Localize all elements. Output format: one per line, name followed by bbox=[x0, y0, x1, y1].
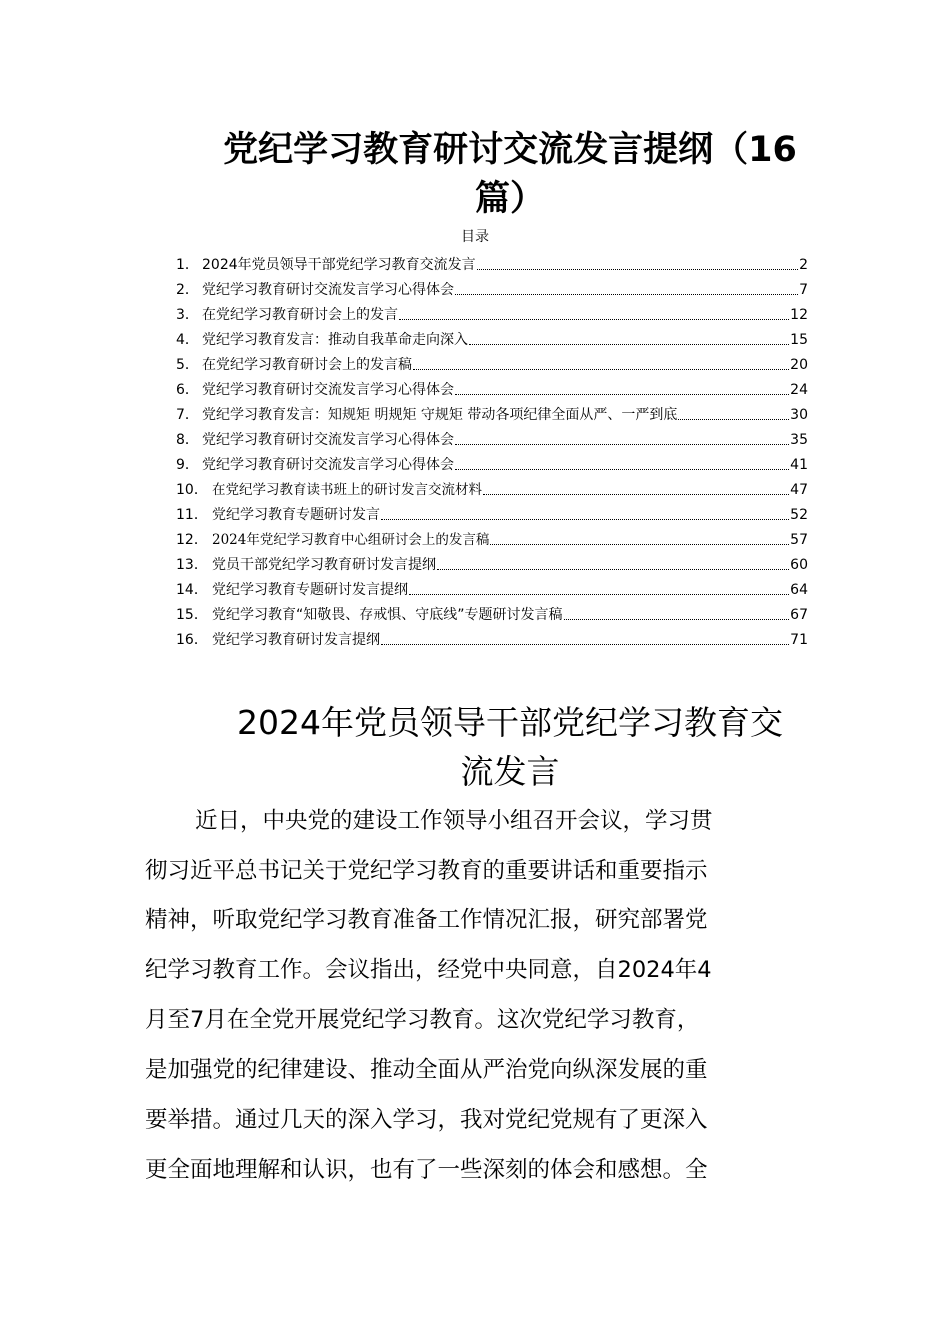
section-title-line-2: 流发言 bbox=[460, 752, 560, 791]
toc-entry-number: 9． bbox=[176, 457, 199, 473]
toc-dot-leader bbox=[469, 344, 789, 345]
toc-entry-title: 党纪学习教育研讨交流发言学习心得体会 bbox=[202, 432, 454, 448]
document-title-line-2: 篇） bbox=[474, 179, 545, 219]
toc-entry-number: 10． bbox=[176, 482, 208, 498]
toc-heading: 目录 bbox=[461, 229, 489, 245]
toc-entry-number: 7． bbox=[176, 407, 199, 423]
toc-dot-leader bbox=[455, 444, 789, 445]
toc-entry-title: 党纪学习教育专题研讨发言 bbox=[212, 507, 380, 523]
toc-entry[interactable] bbox=[176, 375, 808, 400]
toc-entry[interactable] bbox=[176, 600, 808, 625]
toc-entry-page: 52 bbox=[790, 507, 808, 523]
toc-entry-page: 64 bbox=[790, 582, 808, 598]
body-line: 彻习近平总书记关于党纪学习教育的重要讲话和重要指示 bbox=[145, 858, 708, 884]
body-line: 是加强党的纪律建设、推动全面从严治党向纵深发展的重 bbox=[145, 1057, 708, 1083]
toc-entry-title: 在党纪学习教育研讨会上的发言稿 bbox=[202, 357, 412, 373]
toc-entry[interactable] bbox=[176, 625, 808, 650]
toc-dot-leader bbox=[483, 494, 789, 495]
toc-entry[interactable] bbox=[176, 525, 808, 550]
toc-entry-number: 4． bbox=[176, 332, 199, 348]
toc-entry[interactable] bbox=[176, 550, 808, 575]
toc-entry-page: 41 bbox=[790, 457, 808, 473]
toc-dot-leader bbox=[381, 644, 789, 645]
toc-entry[interactable] bbox=[176, 250, 808, 275]
toc-entry-title: 党纪学习教育发言：推动自我革命走向深入 bbox=[202, 332, 468, 348]
toc-entry-page: 30 bbox=[790, 407, 808, 423]
toc-entry[interactable] bbox=[176, 400, 808, 425]
toc-entry-number: 15． bbox=[176, 607, 208, 623]
toc-entry-page: 2 bbox=[799, 257, 808, 273]
toc-entry-number: 16． bbox=[176, 632, 208, 648]
toc-entry-number: 1． bbox=[176, 257, 199, 273]
toc-entry-number: 8． bbox=[176, 432, 199, 448]
toc-entry[interactable] bbox=[176, 325, 808, 350]
toc-entry-title: 2024年党员领导干部党纪学习教育交流发言 bbox=[202, 257, 476, 273]
toc-entry-page: 12 bbox=[790, 307, 808, 323]
toc-entry-page: 57 bbox=[790, 532, 808, 548]
toc-entry-title: 党纪学习教育“知敬畏、存戒惧、守底线”专题研讨发言稿 bbox=[212, 607, 563, 623]
toc-dot-leader bbox=[409, 594, 789, 595]
toc-dot-leader bbox=[678, 419, 789, 420]
toc-entry-title: 党纪学习教育专题研讨发言提纲 bbox=[212, 582, 408, 598]
toc-entry[interactable] bbox=[176, 575, 808, 600]
toc-entry-number: 13． bbox=[176, 557, 208, 573]
document-title-line-1: 党纪学习教育研讨交流发言提纲（16 bbox=[223, 130, 797, 170]
toc-dot-leader bbox=[455, 469, 789, 470]
toc-entry-page: 20 bbox=[790, 357, 808, 373]
toc-entry-title: 党纪学习教育发言：知规矩 明规矩 守规矩 带动各项纪律全面从严、一严到底 bbox=[202, 407, 678, 423]
toc-dot-leader bbox=[490, 544, 789, 545]
body-line: 近日，中央党的建设工作领导小组召开会议，学习贯 bbox=[195, 808, 713, 834]
toc-entry-title: 2024年党纪学习教育中心组研讨会上的发言稿 bbox=[212, 532, 490, 548]
toc-entry[interactable] bbox=[176, 275, 808, 300]
toc-entry[interactable] bbox=[176, 450, 808, 475]
body-line: 纪学习教育工作。会议指出，经党中央同意，自2024年4 bbox=[145, 957, 712, 983]
toc-entry-number: 12． bbox=[176, 532, 208, 548]
toc-entry-page: 24 bbox=[790, 382, 808, 398]
body-line: 月至7月在全党开展党纪学习教育。这次党纪学习教育， bbox=[145, 1007, 700, 1033]
toc-dot-leader bbox=[413, 369, 789, 370]
toc-entry[interactable] bbox=[176, 350, 808, 375]
body-line: 精神，听取党纪学习教育准备工作情况汇报，研究部署党 bbox=[145, 907, 708, 933]
toc-entry-title: 在党纪学习教育读书班上的研讨发言交流材料 bbox=[212, 482, 482, 498]
toc-entry[interactable] bbox=[176, 475, 808, 500]
toc-entry[interactable] bbox=[176, 500, 808, 525]
toc-entry-page: 67 bbox=[790, 607, 808, 623]
toc-entry-title: 党纪学习教育研讨交流发言学习心得体会 bbox=[202, 382, 454, 398]
toc-entry-page: 71 bbox=[790, 632, 808, 648]
toc-entry-number: 5． bbox=[176, 357, 199, 373]
toc-entry-number: 14． bbox=[176, 582, 208, 598]
section-title-line-1: 2024年党员领导干部党纪学习教育交 bbox=[237, 703, 783, 742]
toc-dot-leader bbox=[455, 394, 789, 395]
toc-entry-page: 35 bbox=[790, 432, 808, 448]
toc-entry-title: 党纪学习教育研讨交流发言学习心得体会 bbox=[202, 282, 454, 298]
toc-dot-leader bbox=[399, 319, 789, 320]
toc-entry-page: 15 bbox=[790, 332, 808, 348]
toc-dot-leader bbox=[477, 269, 798, 270]
toc-entry-page: 7 bbox=[799, 282, 808, 298]
toc-entry-number: 11． bbox=[176, 507, 208, 523]
toc-entry-number: 3． bbox=[176, 307, 199, 323]
body-line: 更全面地理解和认识，也有了一些深刻的体会和感想。全 bbox=[145, 1157, 708, 1183]
toc-dot-leader bbox=[564, 619, 790, 620]
toc-entry-title: 在党纪学习教育研讨会上的发言 bbox=[202, 307, 398, 323]
toc-dot-leader bbox=[437, 569, 789, 570]
toc-entry-number: 2． bbox=[176, 282, 199, 298]
toc-entry-page: 47 bbox=[790, 482, 808, 498]
toc-entry[interactable] bbox=[176, 425, 808, 450]
toc-entry-title: 党员干部党纪学习教育研讨发言提纲 bbox=[212, 557, 436, 573]
toc-entry-page: 60 bbox=[790, 557, 808, 573]
table-of-contents bbox=[176, 250, 808, 650]
toc-entry-title: 党纪学习教育研讨发言提纲 bbox=[212, 632, 380, 648]
toc-dot-leader bbox=[381, 519, 789, 520]
toc-entry-number: 6． bbox=[176, 382, 199, 398]
toc-entry[interactable] bbox=[176, 300, 808, 325]
toc-entry-title: 党纪学习教育研讨交流发言学习心得体会 bbox=[202, 457, 454, 473]
toc-dot-leader bbox=[455, 294, 798, 295]
body-line: 要举措。通过几天的深入学习，我对党纪党规有了更深入 bbox=[145, 1107, 708, 1133]
